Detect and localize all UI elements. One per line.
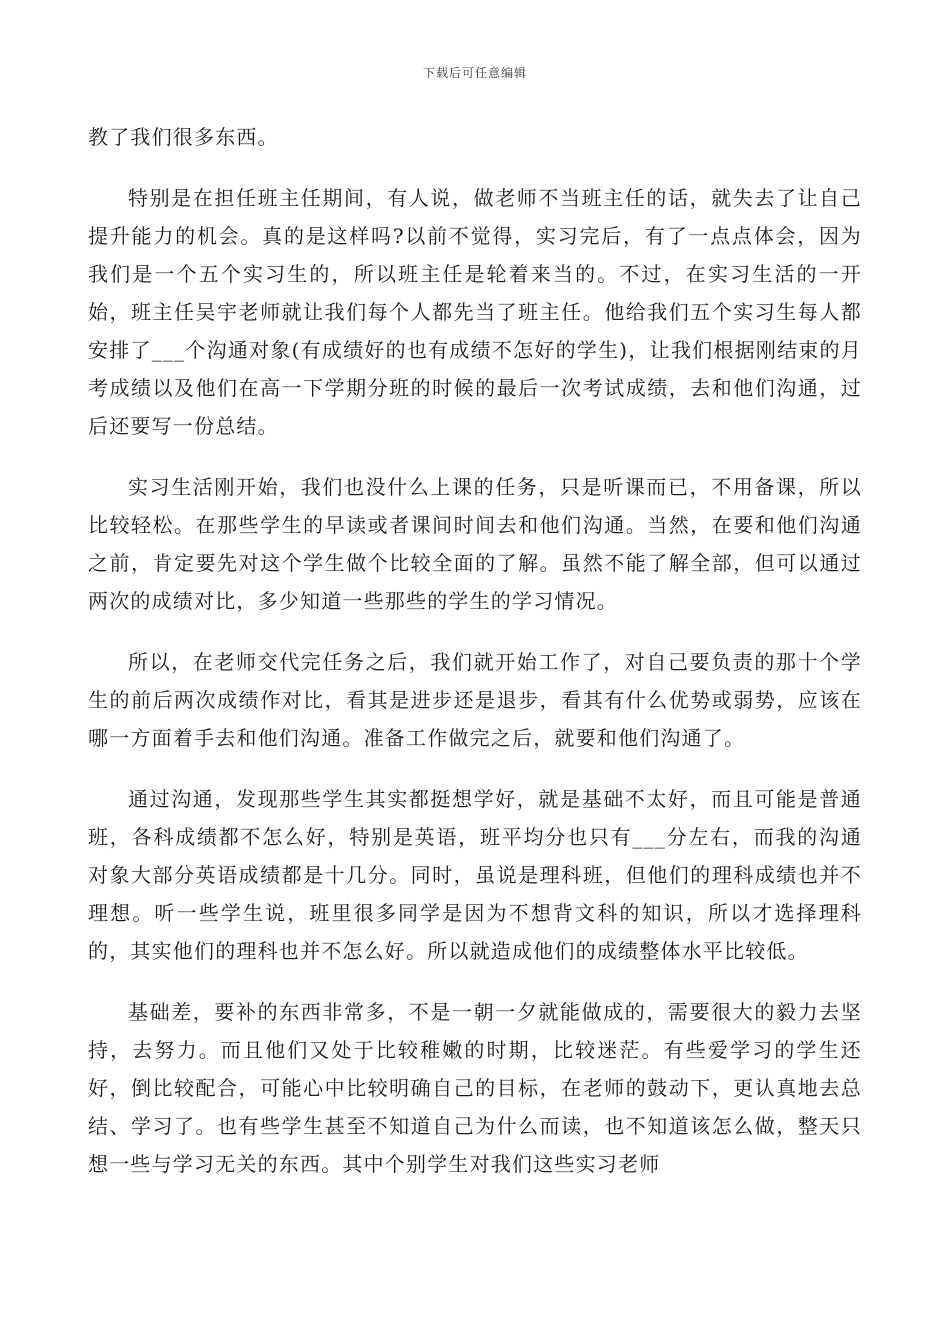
paragraph: 所以，在老师交代完任务之后，我们就开始工作了，对自己要负责的那十个学生的前后两次成绩作对比，看其是进步还是退步，看其有什么优势或弱势，应该在哪一方面着手去和他们沟通。准备工作做完之后，就要和他们沟通了。: [88, 650, 862, 750]
paragraph-continuation: 教了我们很多东西。: [88, 125, 279, 149]
document-body: [88, 118, 862, 1183]
paragraph: 实习生活刚开始，我们也没什么上课的任务，只是听课而已，不用备课，所以比较轻松。在那些学生的早读或者课间时间去和他们沟通。当然，在要和他们沟通之前，肯定要先对这个学生做个比较全面的了解。虽然不能了解全部，但可以通过两次的成绩对比，多少知道一些那些的学生的学习情况。: [88, 475, 862, 613]
header-note: 下载后可任意编辑: [422, 66, 527, 80]
paragraph: 特别是在担任班主任期间，有人说，做老师不当班主任的话，就失去了让自己提升能力的机会。真的是这样吗?以前不觉得，实习完后，有了一点点体会，因为我们是一个五个实习生的，所以班主任是轮着来当的。不过，在实习生活的一开始，班主任吴宇老师就让我们每个人都先当了班主任。他给我们五个实习生每人都安排了___个沟通对象(有成绩好的也有成绩不怎好的学生)，让我们根据刚结束的月考成绩以及他们在高一下学期分班的时候的最后一次考试成绩，去和他们沟通，过后还要写一份总结。: [88, 186, 862, 438]
paragraph: 通过沟通，发现那些学生其实都挺想学好，就是基础不太好，而且可能是普通班，各科成绩都不怎么好，特别是英语，班平均分也只有___分左右，而我的沟通对象大部分英语成绩都是十几分。同时，虽说是理科班，但他们的理科成绩也并不理想。听一些学生说，班里很多同学是因为不想背文科的知识，所以才选择理科的，其实他们的理科也并不怎么好。所以就造成他们的成绩整体水平比较低。: [88, 787, 862, 963]
paragraph: 基础差，要补的东西非常多，不是一朝一夕就能做成的，需要很大的毅力去坚持，去努力。而且他们又处于比较稚嫩的时期，比较迷茫。有些爱学习的学生还好，倒比较配合，可能心中比较明确自己的目标，在老师的鼓动下，更认真地去总结、学习了。也有些学生甚至不知道自己为什么而读，也不知道该怎么做，整天只想一些与学习无关的东西。其中个别学生对我们这些实习老师: [88, 1000, 862, 1176]
